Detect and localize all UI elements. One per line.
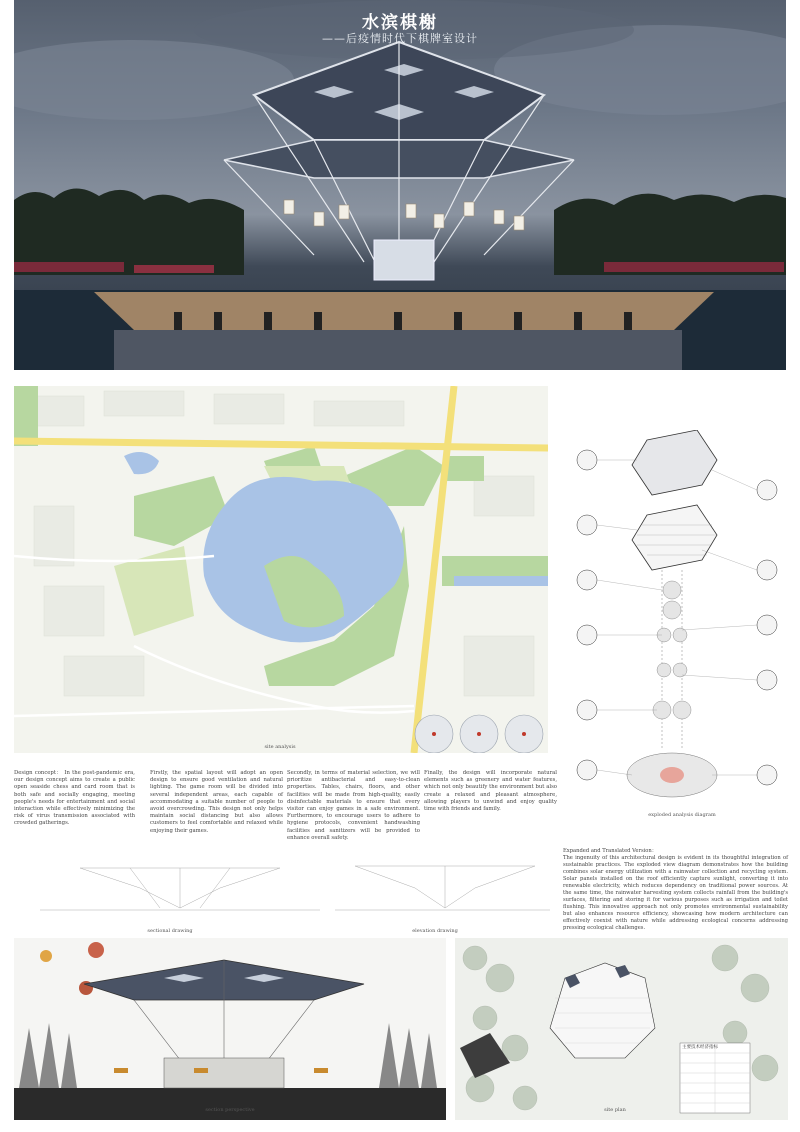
design-natural-text: Finally, the design will incorporate natural elements such as greenery and water features, which not only beautify the environment but also create a relaxed and pleasant atmosphere, allowing players to unwind and enjoy quality time with friends and family. <box>424 770 557 813</box>
site-plan-graphic <box>455 938 788 1120</box>
elevation-drawing <box>335 848 615 920</box>
exploded-diagram <box>572 430 790 810</box>
page-title: 水滨棋榭 <box>362 13 438 33</box>
hero-render <box>14 0 786 370</box>
site-plan-caption: site plan <box>604 1107 626 1113</box>
section-perspective-graphic <box>14 938 446 1120</box>
expanded-body: The ingenuity of this architectural design is evident in its thoughtful integration of sustainable practices. The exploded view diagram demonstrates how the building combines solar energy utilization with a rainwater collection and recycling system. Solar panels installed on the roof efficiently capture sunlight, converting it into renewable electricity, which reduces dependency on traditional power sources. At the same time, the rainwater harvesting system collects rainfall from the building's surfaces, filtering and storing it for various purposes such as irrigation and toilet flushing. This innovative approach not only promotes environmental sustainability but also enhances resource efficiency, showcasing how modern architecture can effectively coexist with nature while addressing ecological concerns addressing pressing ecological challenges. <box>563 855 788 931</box>
site-analysis-caption: site analysis <box>264 744 296 750</box>
design-spatial-text: Firstly, the spatial layout will adopt an open design to ensure good ventilation and natural lighting. The game room will be divided into several independent areas, each capable of accommodating a suitable number of people to avoid overcrowding. This design not only helps maintain social distancing but also allows customers to feel comfortable and relaxed while enjoying their games. <box>150 770 283 834</box>
design-concept-text: Design concept： In the post-pandemic era, our design concept aims to create a public open seaside chess and card room that is both safe and socially engaging, meeting people's needs for entertainment and social interaction while effectively minimizing the risk of virus transmission associated with crowded gatherings. <box>14 770 135 827</box>
sectional-graphic <box>40 848 320 920</box>
page-subtitle: ——后疫情时代下棋牌室设计 <box>322 32 478 45</box>
exploded-caption: exploded analysis diagram <box>648 812 716 818</box>
site-map-graphic <box>14 386 548 753</box>
pavilion-rendering <box>14 0 786 370</box>
site-plan-table-title: 主要技术经济指标 <box>682 1045 718 1050</box>
sectional-caption: sectional drawing <box>147 928 193 934</box>
design-material-text: Secondly, in terms of material selection, we will prioritize antibacterial and easy-to-clean properties. Tables, chairs, floors, and other facilities will be made from high-quality, easily disinfectable materials to ensure that every visitor can enjoy games in a safe environment. Furthermore, to encourage users to adhere to hygiene protocols, convenient handwashing facilities and sanitizers will be provided to enhance overall safety. <box>287 770 420 841</box>
site-map <box>14 386 548 753</box>
elevation-graphic <box>335 848 615 920</box>
analysis-circles <box>415 715 543 753</box>
sectional-drawing <box>40 848 320 920</box>
exploded-graphic <box>572 430 790 810</box>
expanded-heading: Expanded and Translated Version： <box>563 848 657 854</box>
section-perspective <box>14 938 446 1120</box>
site-plan <box>455 938 788 1120</box>
elevation-caption: elevation drawing <box>412 928 458 934</box>
section-perspective-caption: section perspective <box>205 1107 255 1113</box>
